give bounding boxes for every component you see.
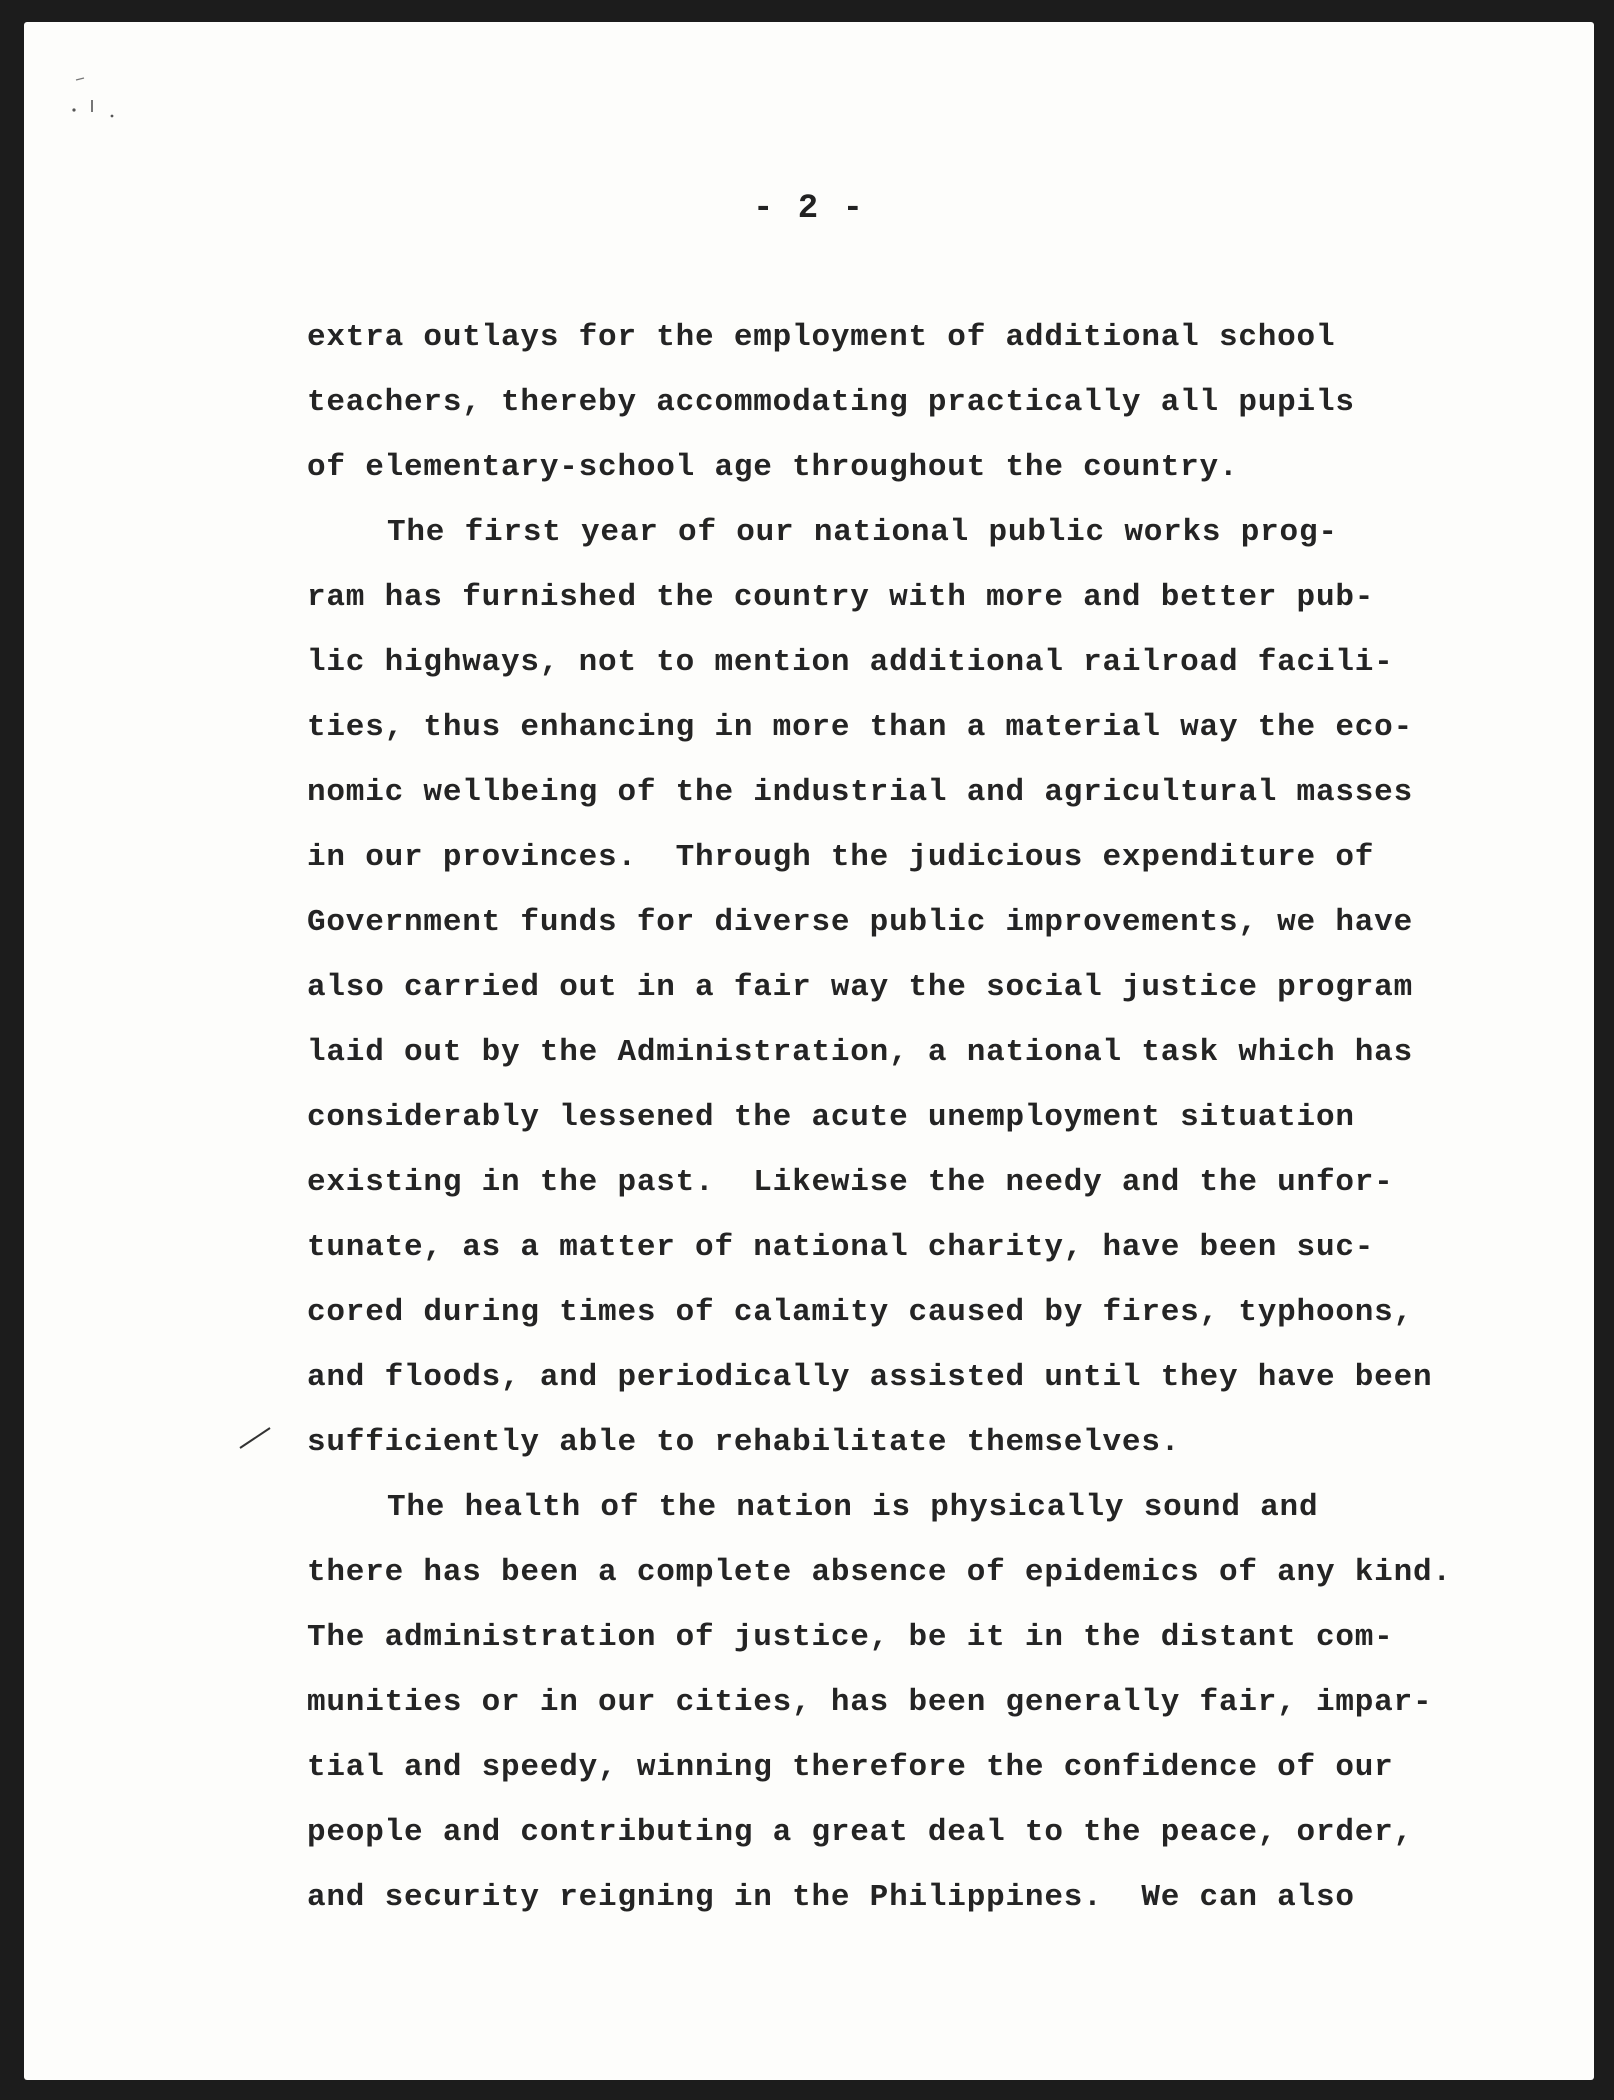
text-line: lic highways, not to mention additional railroad facili- xyxy=(307,645,1394,680)
typewritten-text xyxy=(307,305,1497,1930)
text-line: sufficiently able to rehabilitate themselves. xyxy=(307,1425,1181,1460)
text-line: in our provinces. Through the judicious expenditure of xyxy=(307,840,1375,875)
text-line: ties, thus enhancing in more than a material way the eco- xyxy=(307,710,1413,745)
text-line: The administration of justice, be it in the distant com- xyxy=(307,1620,1394,1655)
text-line: extra outlays for the employment of additional school xyxy=(307,320,1336,355)
text-line: tunate, as a matter of national charity, have been suc- xyxy=(307,1230,1375,1265)
text-line: nomic wellbeing of the industrial and agricultural masses xyxy=(307,775,1413,810)
text-line: considerably lessened the acute unemployment situation xyxy=(307,1100,1355,1135)
stray-pen-mark xyxy=(236,1422,276,1452)
text-line: munities or in our cities, has been generally fair, impar- xyxy=(307,1685,1433,1720)
text-line: people and contributing a great deal to the peace, order, xyxy=(307,1815,1413,1850)
text-line: existing in the past. Likewise the needy and the unfor- xyxy=(307,1165,1394,1200)
text-line: there has been a complete absence of epidemics of any kind. xyxy=(307,1555,1452,1590)
paper-sheet xyxy=(24,22,1594,2080)
text-line: tial and speedy, winning therefore the confidence of our xyxy=(307,1750,1394,1785)
scan-speck-marks xyxy=(64,68,124,128)
page-number: - 2 - xyxy=(752,190,866,228)
text-line: Government funds for diverse public improvements, we have xyxy=(307,905,1413,940)
text-line: cored during times of calamity caused by fires, typhoons, xyxy=(307,1295,1413,1330)
paragraph-first-line: The first year of our national public works prog- xyxy=(387,515,1338,550)
paragraph-first-line: The health of the nation is physically sound and xyxy=(387,1490,1319,1525)
text-line: ram has furnished the country with more and better pub- xyxy=(307,580,1375,615)
text-line: of elementary-school age throughout the country. xyxy=(307,450,1239,485)
text-line: laid out by the Administration, a national task which has xyxy=(307,1035,1413,1070)
text-line: also carried out in a fair way the social justice program xyxy=(307,970,1413,1005)
text-line: teachers, thereby accommodating practically all pupils xyxy=(307,385,1355,420)
text-line: and security reigning in the Philippines. We can also xyxy=(307,1880,1355,1915)
text-line: and floods, and periodically assisted until they have been xyxy=(307,1360,1433,1395)
